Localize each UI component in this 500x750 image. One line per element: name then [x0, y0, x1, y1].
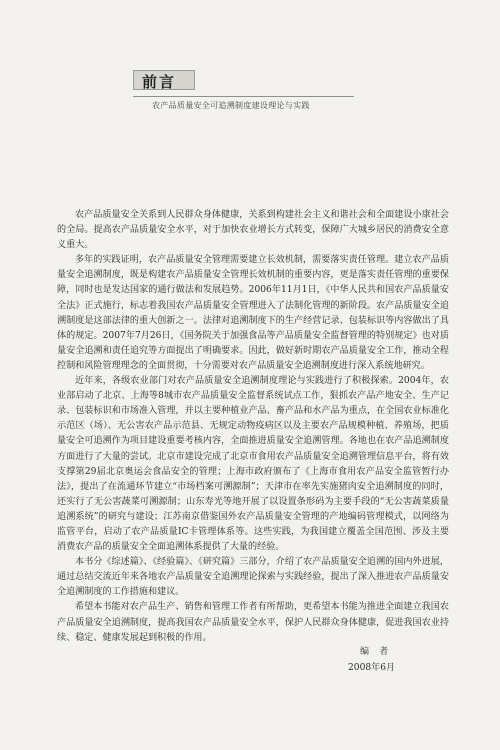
paragraph-4: 本书分《综述篇》、《经验篇》、《研究篇》三部分，介绍了农产品质量安全追溯的国内外进展，通过总结交流近年来各地农产品质量安全追溯理论探索与实践经验，提出了深入推进农产品质量安全追溯制度的工作措施和建议。	[57, 557, 449, 598]
preface-body	[57, 208, 449, 646]
paragraph-5: 希望本书能对农产品生产、销售和管理工作者有所帮助，更希望本书能为推进全面建立我国农产品质量安全追溯制度，提高我国农产品质量安全水平，保护人民群众身体健康，促进我国农业持续、稳定、健康发展起到积极的作用。	[57, 602, 449, 643]
paragraph-1: 农产品质量安全关系到人民群众身体健康，关系到构建社会主义和谐社会和全面建设小康社会的全局。提高农产品质量安全水平，对于加快农业增长方式转变，保障广大城乡居民的消费安全意义重大。	[57, 210, 449, 251]
book-subtitle: 农产品质量安全可追溯制度建设理论与实践	[152, 101, 310, 110]
header-rule	[133, 96, 354, 97]
paragraph-2: 多年的实践证明，农产品质量安全管理需要建立长效机制，需要落实责任管理。建立农产品质量安全追溯制度，既是构建农产品质量安全管理长效机制的重要内容，更是落实责任管理的重要保障，同时也是发达国家的通行做法和发展趋势。2006年11月1日，《中华人民共和国农产品质量安全法》正式施行，标志着我国农产品质量安全管理进入了法制化管理的新阶段。农产品质量安全追溯制度是这部法律的重大创新之一。法律对追溯制度下的生产经营记录、包装标识等内容做出了具体的规定。2007年7月26日，《国务院关于加强食品等产品质量安全监督管理的特别规定》也对质量安全追溯和责任追究等方面提出了明确要求。因此，做好新时期农产品质量安全工作，推动全程控制和风险管理理念的全面贯彻，十分需要对农产品质量安全追溯制度进行深入系统地研究。	[57, 255, 449, 371]
editor-signature: 编者	[360, 647, 399, 657]
paragraph-3: 近年来，各级农业部门对农产品质量安全追溯制度理论与实践进行了积极探索。2004年，农业部启动了北京、上海等8城市农产品质量安全监督系统试点工作，狠抓农产品产地安全、生产记录、包装标识和市场准入管理，并以主要种植业产品、畜产品和水产品为重点，在全国农业标准化示范区（场）、无公害农产品示范县、无规定动物疫病区以及主要农产品规模种植、养殖场，把质量安全可追溯作为项目建设重要考核内容，全面推进质量安全追溯管理。各地也在农产品追溯制度方面进行了大量的尝试。北京市建设完成了北京市食用农产品质量安全追溯管理信息平台，将有效支撑第29届北京奥运会食品安全的管理；上海市政府颁布了《上海市食用农产品安全监管暂行办法》，提出了在流通环节建立“市场档案可溯源制”；天津市在率先实施猪肉安全追溯制度的同时，还实行了无公害蔬菜可溯源制；山东寿光等地开展了以设置条形码为主要手段的“无公害蔬菜质量追溯系统”的研究与建设；江苏南京借鉴国外农产品质量安全管理的产地编码管理模式，以网络为监管平台，启动了农产品质量IC卡管理体系等。这些实践，为我国建立覆盖全国范围、涉及主要消费农产品的质量安全全面追溯体系提供了大量的经验。	[57, 376, 449, 553]
page-title: 前言	[142, 73, 177, 91]
signature-date: 2008年6月	[348, 663, 396, 673]
